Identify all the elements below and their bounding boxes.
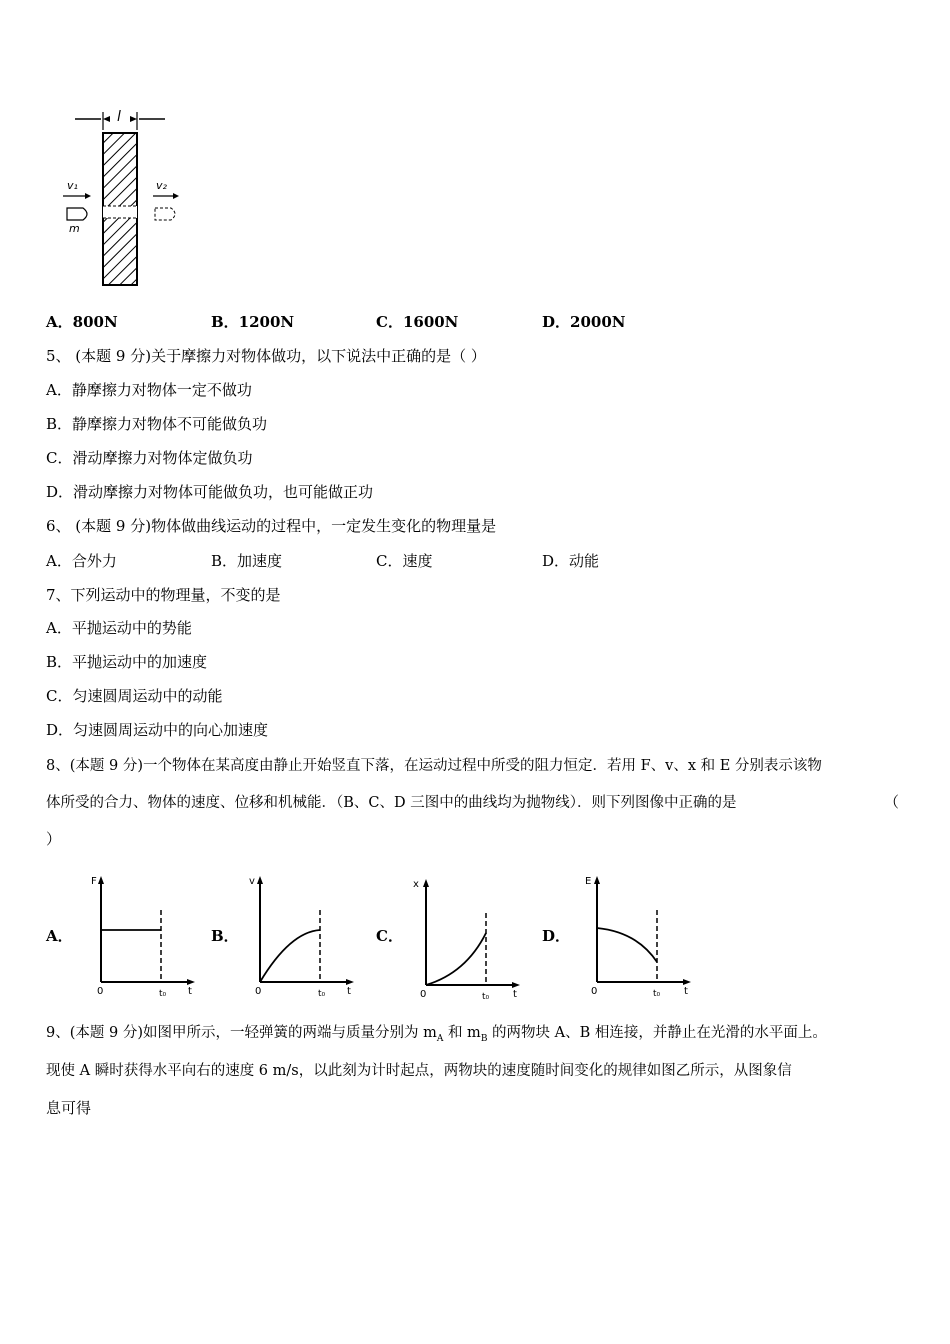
q6-option-c: C．速度 [376, 552, 433, 570]
q6-option-d: D．动能 [542, 552, 600, 570]
q4-option-a: A．800N [46, 313, 118, 331]
svg-text:E: E [585, 876, 592, 887]
q8-paren-close: ） [46, 830, 62, 848]
q9-stem-line3: 息可得 [46, 1099, 92, 1117]
q7-option-c: C．匀速圆周运动中的动能 [46, 687, 223, 705]
q8-graph-a [86, 870, 201, 1000]
svg-text:t: t [684, 986, 688, 997]
q6-option-b: B．加速度 [211, 552, 283, 570]
width-label: l [117, 109, 121, 125]
q8-graph-d-label: D． [542, 927, 571, 945]
q4-option-c: C．1600N [376, 313, 459, 331]
q8-graph-a-label: A． [46, 927, 73, 945]
q6-stem: 6、 (本题 9 分)物体做曲线运动的过程中，一定发生变化的物理量是 [46, 517, 497, 535]
q8-graph-c-label: C． [376, 927, 403, 945]
svg-text:x: x [413, 879, 419, 890]
q8-graph-b [245, 870, 360, 1000]
svg-text:t₀: t₀ [653, 989, 661, 999]
svg-text:t₀: t₀ [318, 989, 326, 999]
q4-option-b: B．1200N [211, 313, 295, 331]
q6-option-a: A．合外力 [46, 552, 117, 570]
mass-label: m [69, 222, 80, 235]
q7-stem: 7、下列运动中的物理量，不变的是 [46, 586, 281, 604]
q8-paren-open: （ [884, 793, 900, 811]
q8-graph-d [582, 870, 697, 1000]
q4-option-d: D．2000N [542, 313, 626, 331]
q9-stem-line2: 现使 A 瞬时获得水平向右的速度 6 m/s，以此刻为计时起点，两物块的速度随时间变化的规律如图乙所示，从图象信 [46, 1063, 792, 1079]
q5-option-b: B．静摩擦力对物体不可能做负功 [46, 415, 268, 433]
bullet-block-figure [55, 100, 195, 295]
q7-option-a: A．平抛运动中的势能 [46, 619, 192, 637]
svg-text:v: v [249, 876, 255, 887]
v2-label: v₂ [156, 179, 167, 192]
svg-text:0: 0 [591, 986, 598, 997]
svg-text:t: t [347, 986, 351, 997]
q5-option-d: D．滑动摩擦力对物体可能做负功，也可能做正功 [46, 483, 374, 501]
q5-stem: 5、 (本题 9 分)关于摩擦力对物体做功，以下说法中正确的是（ ） [46, 347, 486, 365]
svg-text:0: 0 [420, 989, 427, 1000]
q5-option-a: A．静摩擦力对物体一定不做功 [46, 381, 252, 399]
q8-stem-line1: 8、(本题 9 分)一个物体在某高度由静止开始竖直下落，在运动过程中所受的阻力恒定．若用 F、v、x 和 E 分别表示该物 [46, 758, 822, 774]
q7-option-d: D．匀速圆周运动中的向心加速度 [46, 721, 269, 739]
svg-text:t: t [513, 989, 517, 1000]
q8-graph-c [411, 873, 526, 1003]
svg-text:t: t [188, 986, 192, 997]
q9-stem-line1: 9、(本题 9 分)如图甲所示，一轻弹簧的两端与质量分别为 $m_A$ 和 $m_B$ 的两物块 A、B 相连接，并静止在光滑的水平面上。 [46, 1025, 827, 1044]
q7-option-b: B．平抛运动中的加速度 [46, 653, 208, 671]
svg-text:0: 0 [255, 986, 262, 997]
q8-stem-line2: 体所受的合力、物体的速度、位移和机械能．（B、C、D 三图中的曲线均为抛物线）．则下列图像中正确的是 [46, 795, 737, 811]
svg-text:t₀: t₀ [159, 989, 167, 999]
q5-option-c: C．滑动摩擦力对物体定做负功 [46, 449, 253, 467]
svg-text:t₀: t₀ [482, 992, 490, 1002]
v1-label: v₁ [67, 179, 78, 192]
svg-text:F: F [91, 876, 97, 887]
svg-text:0: 0 [97, 986, 104, 997]
q8-graph-b-label: B． [211, 927, 239, 945]
